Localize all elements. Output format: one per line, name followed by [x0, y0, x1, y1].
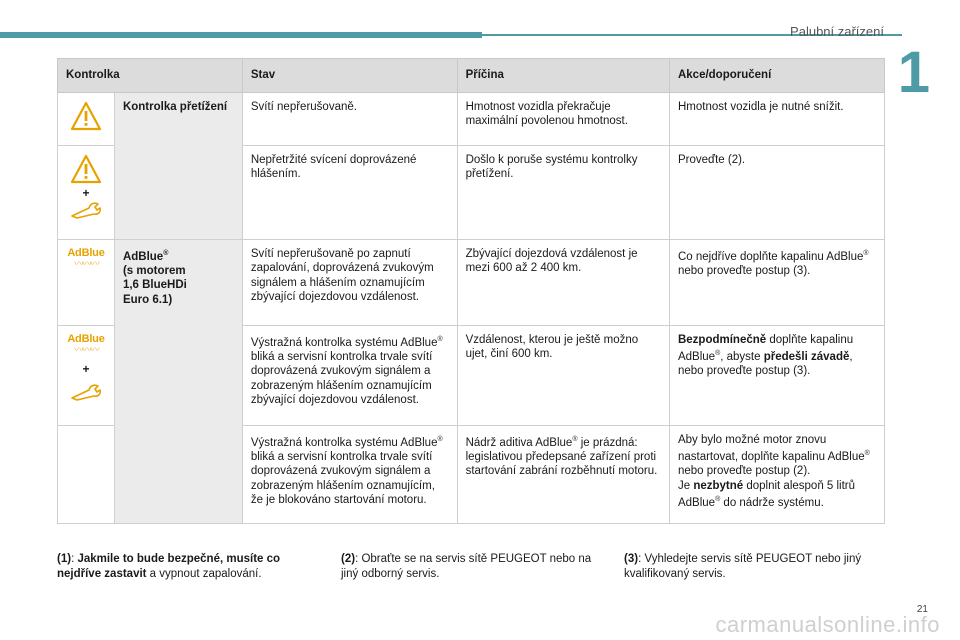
page-number: 21	[916, 604, 928, 615]
wrench-icon	[69, 201, 103, 219]
cause-cell: Zbývající dojezdová vzdálenost je mezi 600 až 2 400 km.	[457, 239, 669, 325]
table-row	[58, 239, 885, 325]
light-name-overload: Kontrolka přetížení	[114, 92, 242, 239]
plus-sign: +	[82, 361, 90, 376]
action-cell: Co nejdříve doplňte kapalinu AdBlue® nebo proveďte postup (3).	[669, 239, 884, 325]
column-header-pricina: Příčina	[457, 59, 669, 93]
light-name-adblue: AdBlue® (s motorem 1,6 BlueHDi Euro 6.1)	[114, 239, 242, 523]
adblue-icon-text: AdBlue	[67, 246, 105, 259]
cause-cell: Vzdálenost, kterou je ještě možno ujet, činí 600 km.	[457, 325, 669, 425]
action-cell: Proveďte (2).	[669, 145, 884, 239]
section-title: Palubní zařízení	[790, 24, 884, 39]
state-cell: Nepřetržité svícení doprovázené hlášením.	[242, 145, 457, 239]
icon-cell	[58, 239, 115, 325]
state-cell: Výstražná kontrolka systému AdBlue® bliká a servisní kontrolka trvale svítí doprovázená zvukovým signálem a zobrazeným hlášením oznamujícím zbývající dojezdovou vzdálenost.	[242, 325, 457, 425]
state-cell: Svítí nepřerušovaně.	[242, 92, 457, 145]
warning-triangle-icon	[69, 153, 103, 185]
column-header-stav: Stav	[242, 59, 457, 93]
adblue-wave-icon: 〰〰〰	[73, 258, 98, 270]
wrench-icon	[69, 383, 103, 401]
plus-sign: +	[82, 185, 90, 200]
cause-cell: Hmotnost vozidla překračuje maximální povolenou hmotnost.	[457, 92, 669, 145]
action-cell: Aby bylo možné motor znovu nastartovat, doplňte kapalinu AdBlue® nebo proveďte postup (2). Je nezbytné doplnit alespoň 5 litrů AdBlue® do nádrže systému.	[669, 425, 884, 523]
icon-cell	[58, 145, 115, 239]
table-row	[58, 92, 885, 145]
cause-cell: Nádrž aditiva AdBlue® je prázdná: legislativou předepsané zařízení proti startování zabrání rozběhnutí motoru.	[457, 425, 669, 523]
state-cell: Výstražná kontrolka systému AdBlue® bliká a servisní kontrolka trvale svítí doprovázená zvukovým signálem a zobrazeným hlášením oznamujícím, že je blokováno startování motoru.	[242, 425, 457, 523]
adblue-wave-icon: 〰〰〰	[73, 344, 98, 356]
footnote-3: (3): Vyhledejte servis sítě PEUGEOT nebo jiný kvalifikovaný servis.	[624, 553, 862, 580]
table-header-row	[58, 59, 885, 93]
icon-cell	[58, 325, 115, 425]
warning-triangle-icon	[69, 100, 103, 132]
action-cell: Hmotnost vozidla je nutné snížit.	[669, 92, 884, 145]
header-accent-bar	[0, 32, 482, 38]
icon-cell	[58, 92, 115, 145]
chapter-number: 1	[897, 40, 930, 105]
footnote-1: (1): Jakmile to bude bezpečné, musíte co nejdříve zastavit a vypnout zapalování.	[57, 553, 281, 580]
warning-lights-table	[57, 58, 885, 524]
footnote-2: (2): Obraťte se na servis sítě PEUGEOT nebo na jiný odborný servis.	[341, 553, 592, 580]
state-cell: Svítí nepřerušovaně po zapnutí zapalování, doprovázená zvukovým signálem a hlášením oznamujícím zbývající dojezdovou vzdálenost.	[242, 239, 457, 325]
icon-cell	[58, 425, 115, 523]
adblue-icon	[66, 247, 106, 269]
cause-cell: Došlo k poruše systému kontrolky přetížení.	[457, 145, 669, 239]
watermark: carmanualsonline.info	[715, 612, 940, 637]
action-cell: Bezpodmínečně doplňte kapalinu AdBlue®, abyste předešli závadě, nebo proveďte postup (3).	[669, 325, 884, 425]
column-header-akce: Akce/doporučení	[669, 59, 884, 93]
adblue-icon-text: AdBlue	[67, 332, 105, 345]
column-header-kontrolka: Kontrolka	[58, 59, 243, 93]
